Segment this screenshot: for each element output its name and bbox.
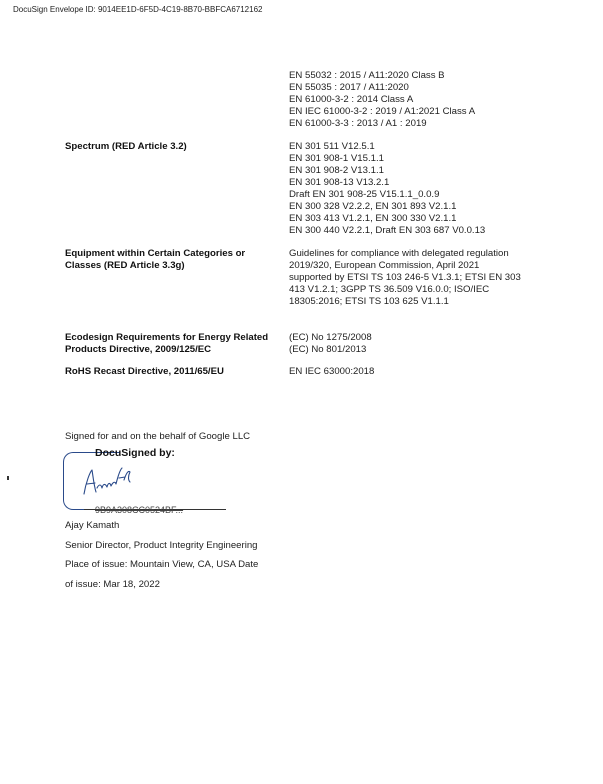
section-label: RoHS Recast Directive, 2011/65/EU — [65, 366, 224, 377]
margin-mark — [7, 476, 9, 480]
place-of-issue: Place of issue: Mountain View, CA, USA Date — [65, 559, 259, 570]
signer-title: Senior Director, Product Integrity Engineering — [65, 540, 258, 551]
section-label: Ecodesign Requirements for Energy Related Products Directive, 2009/125/EC — [65, 332, 269, 355]
signature-frame-rule — [84, 452, 94, 453]
section-label: Spectrum (RED Article 3.2) — [65, 141, 187, 152]
handwritten-signature — [78, 462, 138, 502]
section-value: EN 301 511 V12.5.1 EN 301 908-1 V15.1.1 EN 301 908-2 V13.1.1 EN 301 908-13 V13.2.1 Draft EN 301 908-25 V15.1.1_0.0.9 EN 300 328 V2.2.2, EN 301 893 V2.1.1 EN 303 413 V1.2.1, EN 300 330 V2.1.1 EN 300 440 V2.2.1, Draft EN 303 687 V0.0.13 — [289, 141, 486, 236]
section-value: EN IEC 63000:2018 — [289, 366, 375, 377]
envelope-id: DocuSign Envelope ID: 9014EE1D-6F5D-4C19-8B70-BBFCA6712162 — [13, 5, 263, 14]
docusigned-label: DocuSigned by: — [95, 447, 175, 459]
standard-line: EN 61000-3-3 : 2013 / A1 : 2019 — [289, 118, 427, 129]
signer-id: 9B9A308CC0524BF... — [95, 505, 184, 515]
signer-name: Ajay Kamath — [65, 520, 120, 531]
section-value: Guidelines for compliance with delegated regulation 2019/320, European Commission, April 2021 supported by ETSI TS 103 246-5 V1.3.1; ETSI EN 303 413 V1.2.1; 3GPP TS 36.509 V16.0.0; ISO/IEC 18305:2016; ETSI TS 103 625 V1.1.1 — [289, 248, 521, 307]
section-label: Equipment within Certain Categories or Classes (RED Article 3.3g) — [65, 248, 246, 271]
signed-for-text: Signed for and on the behalf of Google LLC — [65, 431, 251, 442]
standard-line: EN 55035 : 2017 / A11:2020 — [289, 82, 409, 93]
standard-line: EN 55032 : 2015 / A11:2020 Class B — [289, 70, 445, 81]
standard-line: EN IEC 61000-3-2 : 2019 / A1:2021 Class A — [289, 106, 476, 117]
date-of-issue: of issue: Mar 18, 2022 — [65, 579, 160, 590]
section-value: (EC) No 1275/2008 (EC) No 801/2013 — [289, 332, 372, 355]
standard-line: EN 61000-3-2 : 2014 Class A — [289, 94, 414, 105]
